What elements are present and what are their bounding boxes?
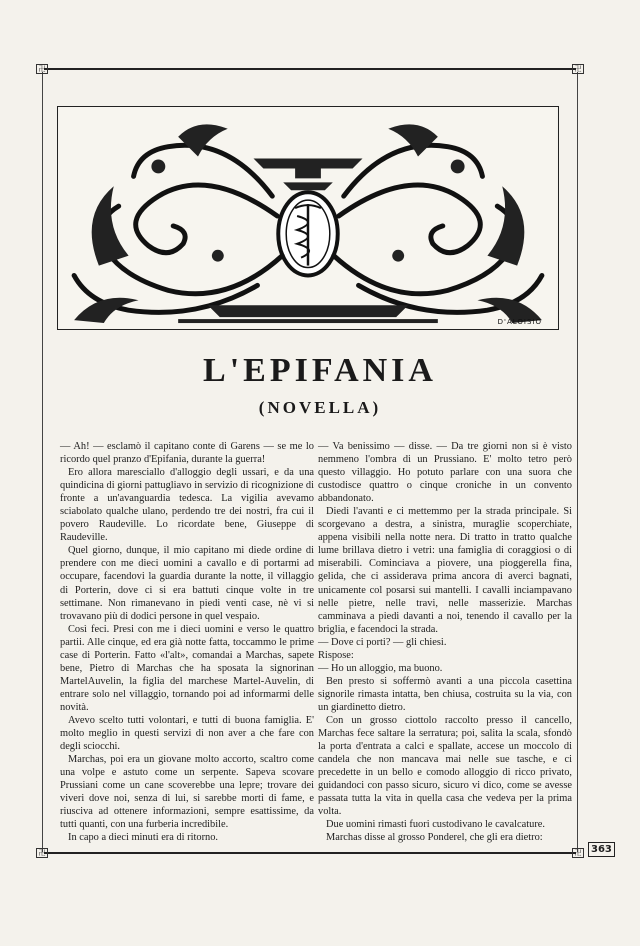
paragraph: Ero allora maresciallo d'alloggio degli ussari, e da una quindicina di giorni pattugliavo in servizio di ricognizione di fronte a un'avanguardia tedesca. La vigilia avevamo sciabolato qualche ulano, perdendo tre dei nostri, fra cui il povero Raudeville. Lo ricordate bene, Giuseppe di Raudeville. — [60, 467, 314, 544]
paragraph: — Dove ci porti? — gli chiesi. — [318, 636, 447, 648]
corner-ornament-icon: 卍 — [572, 848, 584, 858]
paragraph: Marchas, poi era un giovane molto accorto, scaltro come una volpe e astuto come un serpente. Sapeva scovare Prussiani come un cane scoverebbe una lepre; trovare dei viveri dove noi, senza di lui, si sarebbe morti di fame, e riusciva ad ottenere informazioni, sempre esattissime, da tutti quanti, con una furberia incredibile. — [60, 754, 314, 831]
corner-ornament-icon: 卍 — [572, 64, 584, 74]
corner-ornament-icon: 卍 — [36, 64, 48, 74]
paragraph: Quel giorno, dunque, il mio capitano mi diede ordine di prendere con me dieci uomini a cavallo e di portarmi ad occupare, facendovi la guardia durante la notte, il villaggio di Porterin, dove ci si era battuti cinque volte in tre settimane. Non rimanevano in piedi venti case, nè vi si trovavano più di dodici persone in quel vespaio. — [60, 545, 314, 622]
left-border-rule — [42, 72, 43, 852]
paragraph: Avevo scelto tutti volontari, e tutti di buona famiglia. E' molto meglio in questi servizi di non aver a che fare con degli sciocchi. — [60, 714, 314, 753]
left-text-column — [60, 440, 314, 844]
paragraph: — Ah! — esclamò il capitano conte di Garens — se me lo ricordo quel pranzo d'Epifania, durante la guerra! — [60, 441, 314, 466]
paragraph: — Ho un alloggio, ma buono. — [318, 662, 443, 674]
article-title: L'EPIFANIA — [203, 352, 437, 389]
right-border-rule — [577, 72, 578, 852]
paragraph: Rispose: — [318, 649, 354, 661]
paragraph: Marchas disse al grosso Ponderel, che gli era dietro: — [326, 832, 543, 844]
paragraph: Ben presto si soffermò avanti a una piccola casettina signorile rimasta intatta, ben chiusa, costruita su la via, con un giardinetto dietro. — [318, 675, 572, 713]
top-border-rule — [44, 68, 576, 70]
paragraph: Due uomini rimasti fuori custodivano le cavalcature. — [326, 819, 545, 831]
right-text-column — [318, 440, 572, 844]
paragraph: Con un grosso ciottolo raccolto presso il cancello, Marchas fece saltare la serratura; poi, salita la scala, sfondò la porta d'entrata a calci e spallate, accese un moccolo di candela che non mancava mai nelle sue tasche, e ci precedette in un bello e comodo alloggio di ricco privato, guidandoci con passo sicuro, sicuro vi dico, come se avesse passata tutta la vita in quella casa che vedeva per la prima volta. — [318, 714, 572, 818]
paragraph: In capo a dieci minuti era di ritorno. — [68, 832, 219, 844]
ornamental-headpiece — [57, 106, 559, 330]
article-subtitle: (NOVELLA) — [258, 398, 382, 417]
corner-ornament-icon: 卍 — [36, 848, 48, 858]
paragraph: Diedi l'avanti e ci mettemmo per la strada principale. Si scorgevano a destra, a sinistra, muraglie scoperchiate, appena visibili nella notte nera. Di tratto in tratto qualche lume brillava dietro i vetri: una famiglia di coraggiosi o di miserabili. Cominciava a piovere, una pioggerella fina, gelida, che ci assiderava prima ancora di averci bagnati, unicamente col posarsi sui mantelli. I cavalli inciampavano nelle pietre, nelle travi, nelle masserizie. Marchas camminava a piedi davanti a noi, tenendo il cavallo per la briglia, e facendoci la strada. — [318, 506, 572, 635]
floral-ornament-illustration — [58, 107, 558, 329]
artist-signature: D'ALOISIO — [497, 318, 542, 326]
bottom-border-rule — [44, 852, 576, 854]
paragraph: — Va benissimo — disse. — Da tre giorni non si è visto nemmeno l'ombra di un Prussiano. E' molto tetro però questo villaggio. Ho potuto parlare con una suora che custodisce quattro o cinque croniche in un convento abbandonato. — [318, 441, 572, 505]
paragraph: Così feci. Presi con me i dieci uomini e verso le quattro partii. Alle cinque, ed era già notte fatta, toccammo le prime case di Porterin. Fatto «l'alt», comandai a Marchas, sapete bene, Pietro di Marchas che ha sposata la signorinan MartelAuvelin, la figlia del marchese Martel-Auvelin, di entrare solo nel villaggio, tornando poi ad informarmi delle novità. — [60, 623, 314, 713]
page-number: 363 — [588, 842, 615, 857]
